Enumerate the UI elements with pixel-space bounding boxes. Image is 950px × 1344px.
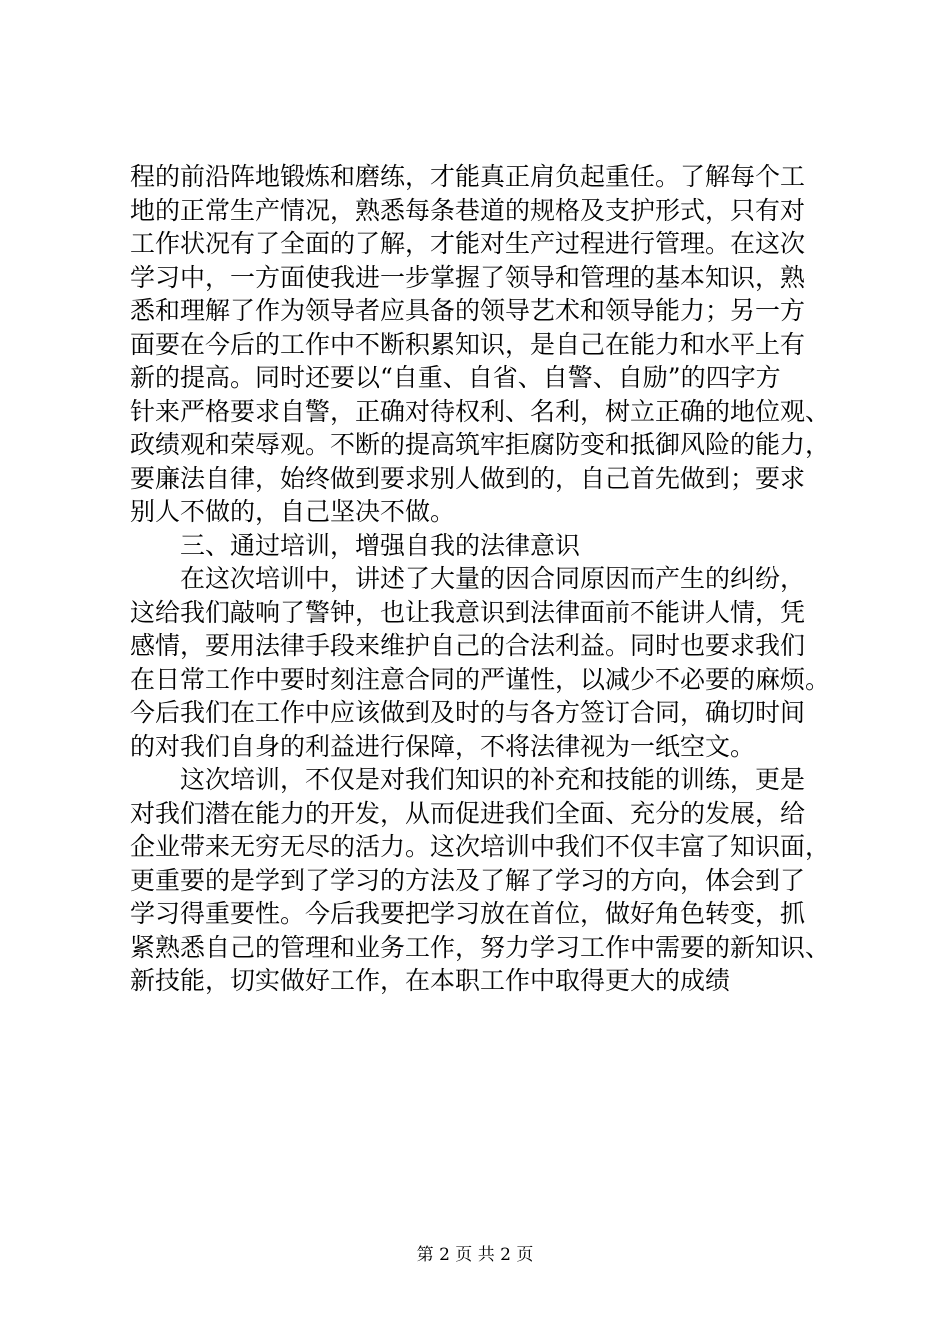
text-line: 针来严格要求自警，正确对待权利、名利，树立正确的地位观、	[130, 396, 831, 426]
text-line: 在这次培训中，讲述了大量的因合同原因而产生的纠纷，	[180, 564, 806, 593]
text-line: 悉和理解了作为领导者应具备的领导艺术和领导能力；另一方	[130, 296, 806, 325]
text-line: 程的前沿阵地锻炼和磨练，才能真正肩负起重任。了解每个工	[130, 162, 806, 191]
text-line: 企业带来无穷无尽的活力。这次培训中我们不仅丰富了知识面，	[130, 832, 831, 861]
text-line: 新的提高。同时还要以“自重、自省、自警、自励”的四字方	[130, 363, 781, 392]
text-line: 学习中，一方面使我进一步掌握了领导和管理的基本知识，熟	[130, 262, 806, 292]
text-line: 别人不做的，自己坚决不做。	[130, 497, 456, 526]
text-line: 今后我们在工作中应该做到及时的与各方签订合同，确切时间	[130, 698, 806, 727]
text-line: 要廉法自律，始终做到要求别人做到的，自己首先做到；要求	[130, 463, 806, 493]
text-line: 地的正常生产情况，熟悉每条巷道的规格及支护形式，只有对	[130, 195, 806, 225]
section-heading: 三、通过培训，增强自我的法律意识	[180, 530, 581, 560]
text-line: 工作状况有了全面的了解，才能对生产过程进行管理。在这次	[130, 229, 806, 258]
text-line: 的对我们自身的利益进行保障，不将法律视为一纸空文。	[130, 731, 756, 761]
text-line: 政绩观和荣辱观。不断的提高筑牢拒腐防变和抵御风险的能力，	[130, 430, 831, 459]
page-number-footer: 第 2 页 共 2 页	[416, 1245, 534, 1265]
text-line: 新技能，切实做好工作，在本职工作中取得更大的成绩	[130, 966, 731, 995]
text-line: 这给我们敲响了警钟，也让我意识到法律面前不能讲人情，凭	[130, 597, 806, 627]
text-line: 这次培训，不仅是对我们知识的补充和技能的训练，更是	[180, 765, 806, 794]
text-line: 在日常工作中要时刻注意合同的严谨性，以减少不必要的麻烦。	[130, 664, 831, 694]
text-line: 感情，要用法律手段来维护自己的合法利益。同时也要求我们	[130, 631, 806, 660]
text-line: 紧熟悉自己的管理和业务工作，努力学习工作中需要的新知识、	[130, 932, 831, 962]
text-line: 更重要的是学到了学习的方法及了解了学习的方向，体会到了	[130, 865, 806, 895]
text-line: 面要在今后的工作中不断积累知识，是自己在能力和水平上有	[130, 329, 806, 359]
text-line: 对我们潜在能力的开发，从而促进我们全面、充分的发展，给	[130, 798, 806, 828]
document-body	[130, 160, 831, 998]
text-line: 学习得重要性。今后我要把学习放在首位，做好角色转变，抓	[130, 899, 806, 928]
